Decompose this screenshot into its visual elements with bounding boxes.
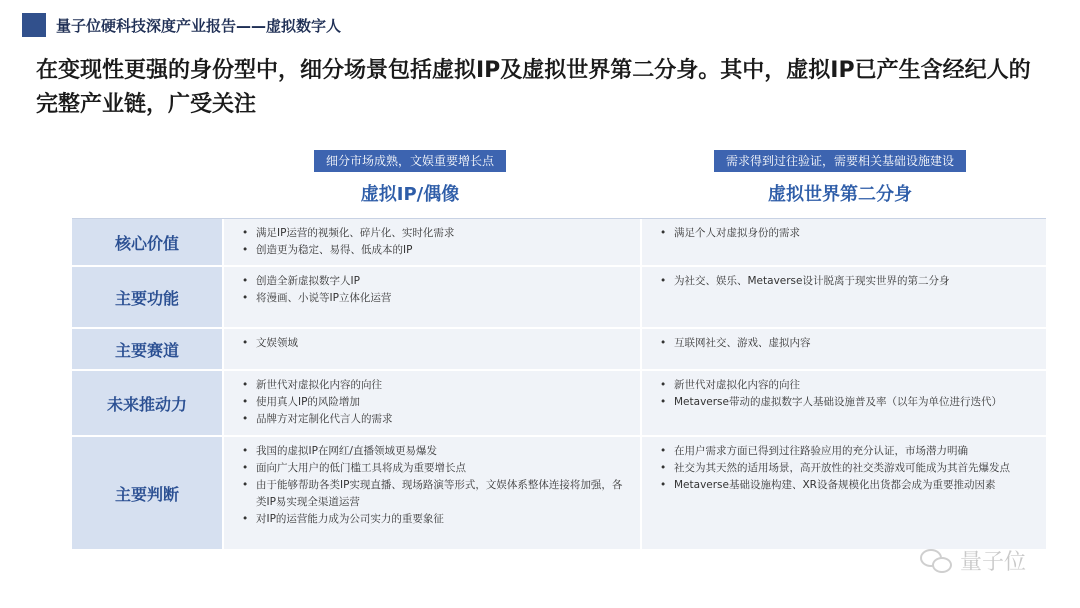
- comparison-table: [72, 218, 1046, 551]
- column-header-virtual-ip: [300, 150, 520, 206]
- row-label: 主要功能: [72, 267, 224, 327]
- list-item: • Metaverse带动的虚拟数字人基础设施普及率（以年为单位进行迭代）: [660, 394, 1032, 411]
- row-label: 主要赛道: [72, 329, 224, 369]
- list-item: • 我国的虚拟IP在网红/直播领域更易爆发: [242, 443, 626, 460]
- watermark: [920, 545, 1026, 576]
- list-item: • 为社交、娱乐、Metaverse设计脱离于现实世界的第二分身: [660, 273, 1032, 290]
- cell-virtual-ip: [224, 219, 642, 265]
- cell-second-avatar: [642, 219, 1046, 265]
- report-header: [22, 12, 341, 38]
- cell-virtual-ip: [224, 329, 642, 369]
- list-item: • Metaverse基础设施构建、XR设备规模化出货都会成为重要推动因素: [660, 477, 1032, 494]
- table-row: [72, 437, 1046, 551]
- table-row: [72, 371, 1046, 437]
- list-item: • 创造全新虚拟数字人IP: [242, 273, 626, 290]
- list-item: • 在用户需求方面已得到过往路验应用的充分认证，市场潜力明确: [660, 443, 1032, 460]
- column-tag: 细分市场成熟，文娱重要增长点: [314, 150, 506, 172]
- wechat-icon: [920, 547, 954, 575]
- cell-second-avatar: [642, 329, 1046, 369]
- column-title: 虚拟世界第二分身: [768, 184, 912, 205]
- list-item: • 将漫画、小说等IP立体化运营: [242, 290, 626, 307]
- list-item: • 品牌方对定制化代言人的需求: [242, 411, 626, 428]
- row-label: 主要判断: [72, 437, 224, 549]
- cell-virtual-ip: [224, 267, 642, 327]
- cell-virtual-ip: [224, 437, 642, 549]
- cell-virtual-ip: [224, 371, 642, 435]
- list-item: • 由于能够帮助各类IP实现直播、现场路演等形式，文娱体系整体连接将加强，各类IP易实现全渠道运营: [242, 477, 626, 511]
- watermark-text: 量子位: [960, 550, 1027, 575]
- list-item: • 创造更为稳定、易得、低成本的IP: [242, 242, 626, 259]
- column-tag: 需求得到过往验证，需要相关基础设施建设: [714, 150, 966, 172]
- slide-headline: 在变现性更强的身份型中，细分场景包括虚拟IP及虚拟世界第二分身。其中，虚拟IP已产生含经纪人的完整产业链，广受关注: [36, 58, 1031, 117]
- list-item: • 新世代对虚拟化内容的向往: [660, 377, 1032, 394]
- list-item: • 满足IP运营的视频化、碎片化、实时化需求: [242, 225, 626, 242]
- header-accent-bar: [22, 13, 46, 37]
- row-label: 未来推动力: [72, 371, 224, 435]
- list-item: • 对IP的运营能力成为公司实力的重要象征: [242, 511, 626, 528]
- list-item: • 满足个人对虚拟身份的需求: [660, 225, 1032, 242]
- table-row: [72, 267, 1046, 329]
- cell-second-avatar: [642, 437, 1046, 549]
- row-label: 核心价值: [72, 219, 224, 265]
- list-item: • 新世代对虚拟化内容的向往: [242, 377, 626, 394]
- column-title: 虚拟IP/偶像: [360, 184, 460, 205]
- list-item: • 面向广大用户的低门槛工具将成为重要增长点: [242, 460, 626, 477]
- list-item: • 文娱领域: [242, 335, 626, 352]
- list-item: • 社交为其天然的适用场景，高开放性的社交类游戏可能成为其首先爆发点: [660, 460, 1032, 477]
- cell-second-avatar: [642, 371, 1046, 435]
- cell-second-avatar: [642, 267, 1046, 327]
- table-row: [72, 219, 1046, 267]
- list-item: • 使用真人IP的风险增加: [242, 394, 626, 411]
- table-row: [72, 329, 1046, 371]
- report-title: 量子位硬科技深度产业报告——虚拟数字人: [56, 16, 342, 35]
- column-header-second-avatar: [690, 150, 990, 206]
- list-item: • 互联网社交、游戏、虚拟内容: [660, 335, 1032, 352]
